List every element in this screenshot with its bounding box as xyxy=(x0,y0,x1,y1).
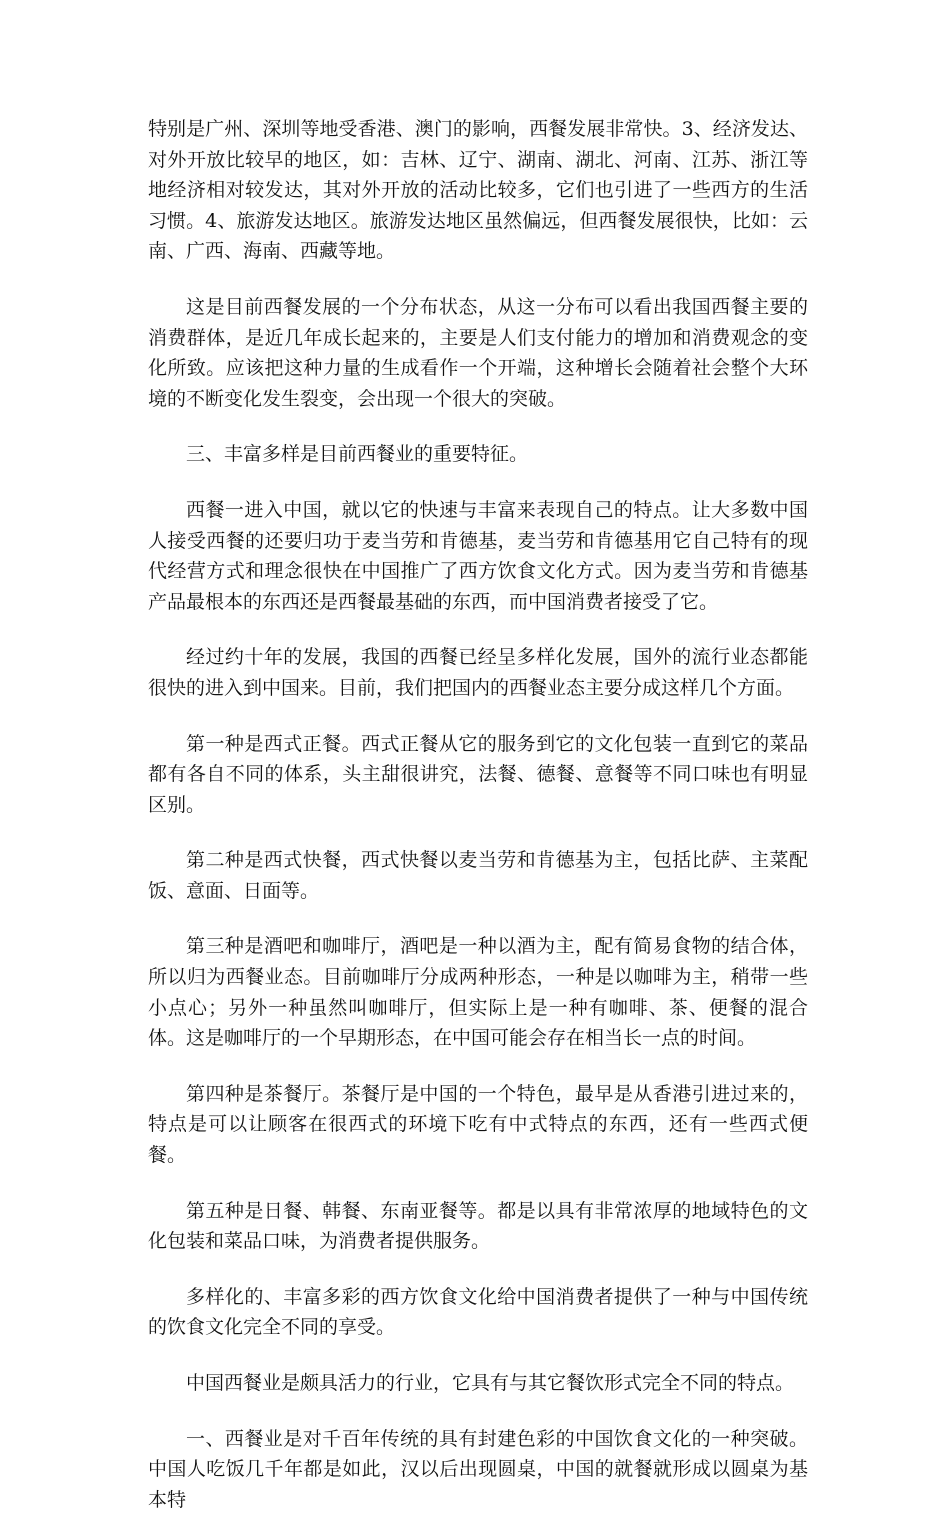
paragraph-distribution-status: 这是目前西餐发展的一个分布状态，从这一分布可以看出我国西餐主要的消费群体，是近几年成长起来的，主要是人们支付能力的增加和消费观念的变化所致。应该把这种力量的生成看作一个开端，这种增长会随着社会整个大环境的不断变化发生裂变，会出现一个很大的突破。 xyxy=(148,295,808,410)
paragraph-regional-distribution: 特别是广州、深圳等地受香港、澳门的影响，西餐发展非常快。3、经济发达、对外开放比较早的地区，如：吉林、辽宁、湖南、湖北、河南、江苏、浙江等地经济相对较发达，其对外开放的活动比较多，它们也引进了一些西方的生活习惯。4、旅游发达地区。旅游发达地区虽然偏远，但西餐发展很快，比如：云南、广西、海南、西藏等地。 xyxy=(148,118,808,263)
paragraph-western-fast-food: 第二种是西式快餐，西式快餐以麦当劳和肯德基为主，包括比萨、主菜配饭、意面、日面等。 xyxy=(148,849,808,902)
paragraph-diverse-culture: 多样化的、丰富多彩的西方饮食文化给中国消费者提供了一种与中国传统的饮食文化完全不同的享受。 xyxy=(148,1285,808,1339)
paragraph-asian-cuisines: 第五种是日餐、韩餐、东南亚餐等。都是以具有非常浓厚的地域特色的文化包装和菜品口味，为消费者提供服务。 xyxy=(148,1199,808,1253)
paragraph-ten-years-development: 经过约十年的发展，我国的西餐已经呈多样化发展，国外的流行业态都能很快的进入到中国来。目前，我们把国内的西餐业态主要分成这样几个方面。 xyxy=(148,646,808,699)
paragraph-formal-western-dining: 第一种是西式正餐。西式正餐从它的服务到它的文化包装一直到它的菜品都有各自不同的体系，头主甜很讲究，法餐、德餐、意餐等不同口味也有明显区别。 xyxy=(148,732,808,816)
paragraph-tea-restaurants: 第四种是茶餐厅。茶餐厅是中国的一个特色，最早是从香港引进过来的，特点是可以让顾客在很西式的环境下吃有中式特点的东西，还有一些西式便餐。 xyxy=(148,1082,808,1167)
section-heading-diversity: 三、丰富多样是目前西餐业的重要特征。 xyxy=(186,443,529,466)
paragraph-vitality: 中国西餐业是颇具活力的行业，它具有与其它餐饮形式完全不同的特点。 xyxy=(186,1372,795,1394)
paragraph-mcdonalds-kfc: 西餐一进入中国，就以它的快速与丰富来表现自己的特点。让大多数中国人接受西餐的还要归功于麦当劳和肯德基，麦当劳和肯德基用它自己特有的现代经营方式和理念很快在中国推广了西方饮食文化方式。因为麦当劳和肯德基产品最根本的东西还是西餐最基础的东西，而中国消费者接受了它。 xyxy=(148,498,808,613)
document-page xyxy=(148,114,808,1540)
paragraph-breakthrough: 一、西餐业是对千百年传统的具有封建色彩的中国饮食文化的一种突破。中国人吃饭几千年都是如此，汉以后出现圆桌，中国的就餐就形成以圆桌为基本特 xyxy=(148,1427,808,1511)
paragraph-bars-and-cafes: 第三种是酒吧和咖啡厅，酒吧是一种以酒为主，配有简易食物的结合体，所以归为西餐业态。目前咖啡厅分成两种形态，一种是以咖啡为主，稍带一些小点心；另外一种虽然叫咖啡厅，但实际上是一种有咖啡、茶、便餐的混合体。这是咖啡厅的一个早期形态，在中国可能会存在相当长一点的时间。 xyxy=(148,935,808,1050)
